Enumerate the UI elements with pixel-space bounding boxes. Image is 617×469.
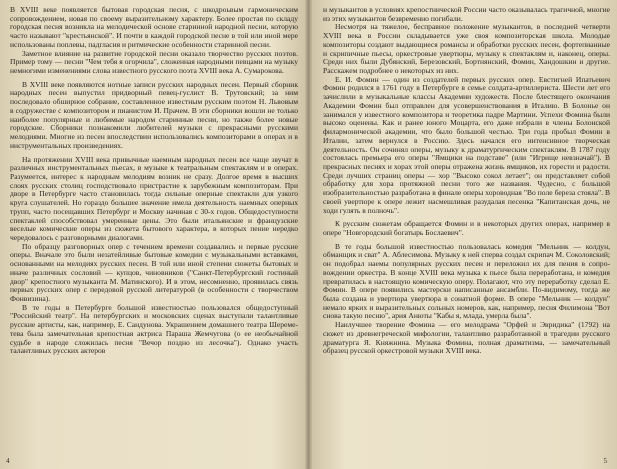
left-page xyxy=(0,0,306,469)
right-text-column xyxy=(323,6,610,356)
page-number: 4 xyxy=(6,457,10,465)
paragraph: Заметное влияние на развитие городской песни оказало творчество русских поэтов. Пример тому — песни "Чем тебя я огорчила", сложенная народными певцами на музыку немногими изменениями слова известного русского поэта XVIII века А. Сумарокова. xyxy=(10,48,298,76)
paragraph: Наилучшее творение Фомина — его мелодрама "Орфей и Эвридика" (1792) на сюжет из древнегреческой мифологии, талантливо разработанной в трагедии русского драматурга Я. Княжнина. Музыка Фомина, полная драматизма, — замечательный образец русской оркестровой музыки XVIII века. xyxy=(323,320,610,356)
page-number: 5 xyxy=(603,457,607,465)
paragraph: В те годы большой известностью пользовалась комедия "Мельник — колдун, обманщик и сват" А. Аблесимова. Музыку к ней сперва создал скрипач М. Соколовский; он подобрал наемы популярных русских песен и переложил их для пения в сопровождении оркестра. В конце XVIII века музыка к пьесе была переработана, и комедия превратилась в настоящую комическую оперу. Полагают, что эту переработку сделал Е. Фомин. В опере появились мастерски написанные ансамбли. По-видимому, тогда же была создана и увертюра увертюра в сонатной форме. В опере "Мельник — колдун" немало ярких и выразительных сольных номеров, как, например, песня Филимона "Вот снова такую песню", ария Анюты "Кабы я, млада, умерла была". xyxy=(323,241,610,321)
paragraph: К русским сюжетам обращается Фомин и в некоторых других операх, например в опере "Новгородский богатырь Бослаевич". xyxy=(323,219,610,237)
paragraph: По образцу разговорных опер с течением времени создавались и первые русские оперы. Вначале это были незатейливые бытовые комедии с музыкальными вставками, основанными на мелодиях русских песен. В той или иной степени сюжеты бытовых и иначе различных сословий — купцов, чиновников ("Санкт-Петербургский гостиный двор" крепостного музыканта М. Матинского). И в этом, несомненно, проявилась связь первых русских опер с передовой русской литературой (в особенности с творчеством Фонвизина). xyxy=(10,241,298,303)
right-page xyxy=(311,0,617,469)
paragraph: В XVIII веке появляется бытовая городская песня, с шкодроьвым гармоническим сопровождением, новая по своему выразительному характеру. Более простая по складу городская песня возникла на мелодической основе старинной народной песни, которую часто называют "крестьянской". И почти в каждой городской песне в той или иной мере использованы поплевы, падгласия и ритмические особенности старинной песни. xyxy=(10,5,298,49)
paragraph: Е. И. Фомин — один из создателей первых русских опер. Евстигней Ипатьевич Фомин родился в 1761 году в Петербурге в семье солдата-артиллериста. Шести лет его зачислили в музыкальные классы Академии художеств. После блестящего окончания Академии Фомин был отправлен для усовершенствования в Италию. В Болонье он занимался у известного композитора и теоретика падре Мартини. Успехи Фомина были высоко оценены. Как и ранее юного Моцарта, его даже избрали в члены Болонской филармонической академии, что было большой честью. Три года пробыл Фомин в Италии, затем вернулся в Россию. Здесь начался его интенсивное творческая деятельность. Он сочинял оперы, музыку к драматургическим спектаклям. В 1787 году состоялась премьера его оперы "Ямщики на подставе" (или "Игрище невзначай"). В прекрасных песнях и хорах этой оперы отражена жизнь ямщиков, их горести и радости. Среди лучших страниц оперы — хор "Высоко сокол летает"; он представляет собой обработку для хора протяжной песни того же названия. Чудесно, с большой изобразительностью разработана в финале оперы хороводная "Во поле береза стояла". В своей увертюре к опере лежит насмешливая разудалая песенка "Капитанская дочь, не ходи гулять в полночь". xyxy=(323,74,610,215)
book-gutter xyxy=(305,0,312,469)
paragraph: В те годы в Петербурге большой известностью пользовался общедоступный "Российский театр". На петербургских и московских сценах выступали талантливые русские артисты, как, например, Е. Сандунова. Украшением домашнего театра Шереметева была замечательная крепостная актриса Параша Жемчугова (о ее необычайной судьбе в народе сложилась песня "Вечор поздно из лесочка"). Однако участь талантливых русских актеров xyxy=(10,302,298,356)
paragraph: Несмотря на тяжелое, бесправное положение музыкантов, в последней четверти XVIII века в России складывается уже своя композиторская школа. Молодые композиторы создают выдающиеся романсы и обработки русских песен, фортепианные и скрипичные пьесы, оркестровые увертюры, музыку к спектаклям и, наконец, оперы. Среди них были Дубянский, Березовский, Бортнянский, Фомин, Хандошкин и другие. Расскажем подробнее о некоторых из них. xyxy=(323,22,610,76)
left-text-column xyxy=(10,6,298,356)
paragraph: На протяжении XVIII века привычные наемным народных песен все чаще звучат в различных инструментальных пьесах, в музыке к театральным спектаклям и в операх. Разумеется, интерес к народным мелодиям возник не сразу. Долгое время в высших слоях русских столиц господствовало пристрастие к зарубежным композиторам. При дворе в Петербурге часто становилась тогда сильные оперные спектакли для узкого круга слушателей. Но гораздо большее значение имела деятельность наемных оперных трупп, часто посещавших Петербург и Москву начиная с 30-х годов. Общедоступности спектаклей способствовал умеренные цены. Это были итальянские и французские веселые комические оперы из сюжета бытового характера, в которых пение нередко чередовалось с разговорными диалогами. xyxy=(10,154,298,242)
paragraph: В XVIII веке появляются нотные записи русских народных песен. Первый сборник народных песен выпустил придворный певец-гуслист В. Трутовский; за ним последовало обширное собрание, составленное известным русским поэтом Н. Львовым в содружестве с композитором и пианистом И. Прачем. В эти сборники вошли не только наиболее популярные и любимые народом старинные песни, но также более новые городские. Сборники познакомили любителей музыки с прекрасными русскими мелодиями. Многие из песен впоследствии использовались композиторами в операх и в инструментальных произведениях. xyxy=(10,79,298,150)
paragraph: и музыкантов в условиях крепостнической России часто оказывалась трагичной, многие из этих музыкантов безвременно погибали. xyxy=(323,5,610,23)
